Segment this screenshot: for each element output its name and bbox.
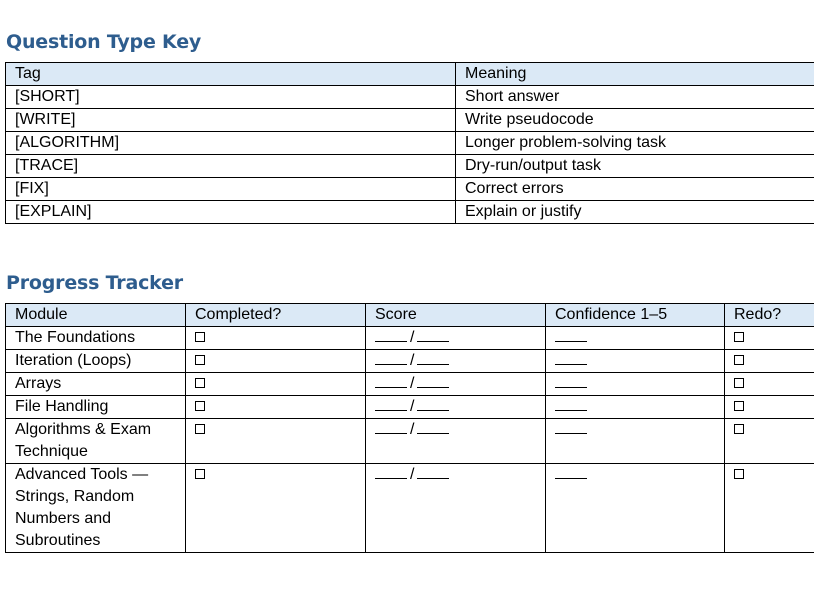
score-total-blank[interactable] <box>417 350 449 365</box>
score-field[interactable] <box>366 327 546 350</box>
table-header-row <box>6 304 814 327</box>
score-blank[interactable] <box>375 464 407 479</box>
progress-section-title: Progress Tracker <box>6 272 183 294</box>
meaning-cell: Short answer <box>456 86 814 109</box>
column-header-meaning: Meaning <box>456 63 814 86</box>
table-header-row <box>6 63 814 86</box>
confidence-blank[interactable] <box>555 464 587 479</box>
meaning-cell: Longer problem-solving task <box>456 132 814 155</box>
redo-checkbox[interactable] <box>734 355 744 365</box>
meaning-cell: Write pseudocode <box>456 109 814 132</box>
score-blank[interactable] <box>375 396 407 411</box>
score-field[interactable] <box>366 464 546 553</box>
column-header-completed: Completed? <box>186 304 366 327</box>
module-name: File Handling <box>6 396 186 419</box>
column-header-tag: Tag <box>6 63 456 86</box>
table-row <box>6 464 814 553</box>
score-total-blank[interactable] <box>417 373 449 388</box>
score-separator: / <box>410 352 415 369</box>
score-separator: / <box>410 329 415 346</box>
score-blank[interactable] <box>375 419 407 434</box>
table-row <box>6 350 814 373</box>
score-total-blank[interactable] <box>417 419 449 434</box>
module-name: Advanced Tools — Strings, Random Numbers and Subroutines <box>6 464 186 553</box>
meaning-cell: Explain or justify <box>456 201 814 224</box>
completed-checkbox[interactable] <box>195 401 205 411</box>
module-name: Iteration (Loops) <box>6 350 186 373</box>
redo-checkbox[interactable] <box>734 469 744 479</box>
score-field[interactable] <box>366 373 546 396</box>
score-separator: / <box>410 466 415 483</box>
table-row <box>6 178 814 201</box>
score-blank[interactable] <box>375 327 407 342</box>
column-header-redo: Redo? <box>725 304 814 327</box>
table-row <box>6 132 814 155</box>
tag-cell: [SHORT] <box>6 86 456 109</box>
score-separator: / <box>410 398 415 415</box>
completed-checkbox[interactable] <box>195 469 205 479</box>
module-name: The Foundations <box>6 327 186 350</box>
table-row <box>6 327 814 350</box>
completed-checkbox[interactable] <box>195 355 205 365</box>
key-section-title: Question Type Key <box>6 31 202 53</box>
score-total-blank[interactable] <box>417 327 449 342</box>
confidence-blank[interactable] <box>555 396 587 411</box>
completed-checkbox[interactable] <box>195 424 205 434</box>
module-name: Algorithms & Exam Technique <box>6 419 186 464</box>
score-field[interactable] <box>366 419 546 464</box>
module-name: Arrays <box>6 373 186 396</box>
meaning-cell: Dry-run/output task <box>456 155 814 178</box>
score-total-blank[interactable] <box>417 464 449 479</box>
tag-cell: [ALGORITHM] <box>6 132 456 155</box>
question-type-key-table <box>5 62 814 224</box>
table-row <box>6 419 814 464</box>
column-header-confidence: Confidence 1–5 <box>546 304 725 327</box>
completed-checkbox[interactable] <box>195 378 205 388</box>
score-separator: / <box>410 421 415 438</box>
tag-cell: [WRITE] <box>6 109 456 132</box>
confidence-blank[interactable] <box>555 419 587 434</box>
redo-checkbox[interactable] <box>734 401 744 411</box>
completed-checkbox[interactable] <box>195 332 205 342</box>
score-field[interactable] <box>366 396 546 419</box>
table-row <box>6 396 814 419</box>
table-row <box>6 155 814 178</box>
score-blank[interactable] <box>375 373 407 388</box>
score-separator: / <box>410 375 415 392</box>
confidence-blank[interactable] <box>555 327 587 342</box>
redo-checkbox[interactable] <box>734 424 744 434</box>
meaning-cell: Correct errors <box>456 178 814 201</box>
table-row <box>6 201 814 224</box>
confidence-blank[interactable] <box>555 350 587 365</box>
tag-cell: [EXPLAIN] <box>6 201 456 224</box>
confidence-blank[interactable] <box>555 373 587 388</box>
redo-checkbox[interactable] <box>734 332 744 342</box>
tag-cell: [TRACE] <box>6 155 456 178</box>
tag-cell: [FIX] <box>6 178 456 201</box>
score-total-blank[interactable] <box>417 396 449 411</box>
column-header-module: Module <box>6 304 186 327</box>
progress-tracker-table <box>5 303 814 553</box>
score-blank[interactable] <box>375 350 407 365</box>
redo-checkbox[interactable] <box>734 378 744 388</box>
table-row <box>6 373 814 396</box>
column-header-score: Score <box>366 304 546 327</box>
table-row <box>6 86 814 109</box>
table-row <box>6 109 814 132</box>
score-field[interactable] <box>366 350 546 373</box>
